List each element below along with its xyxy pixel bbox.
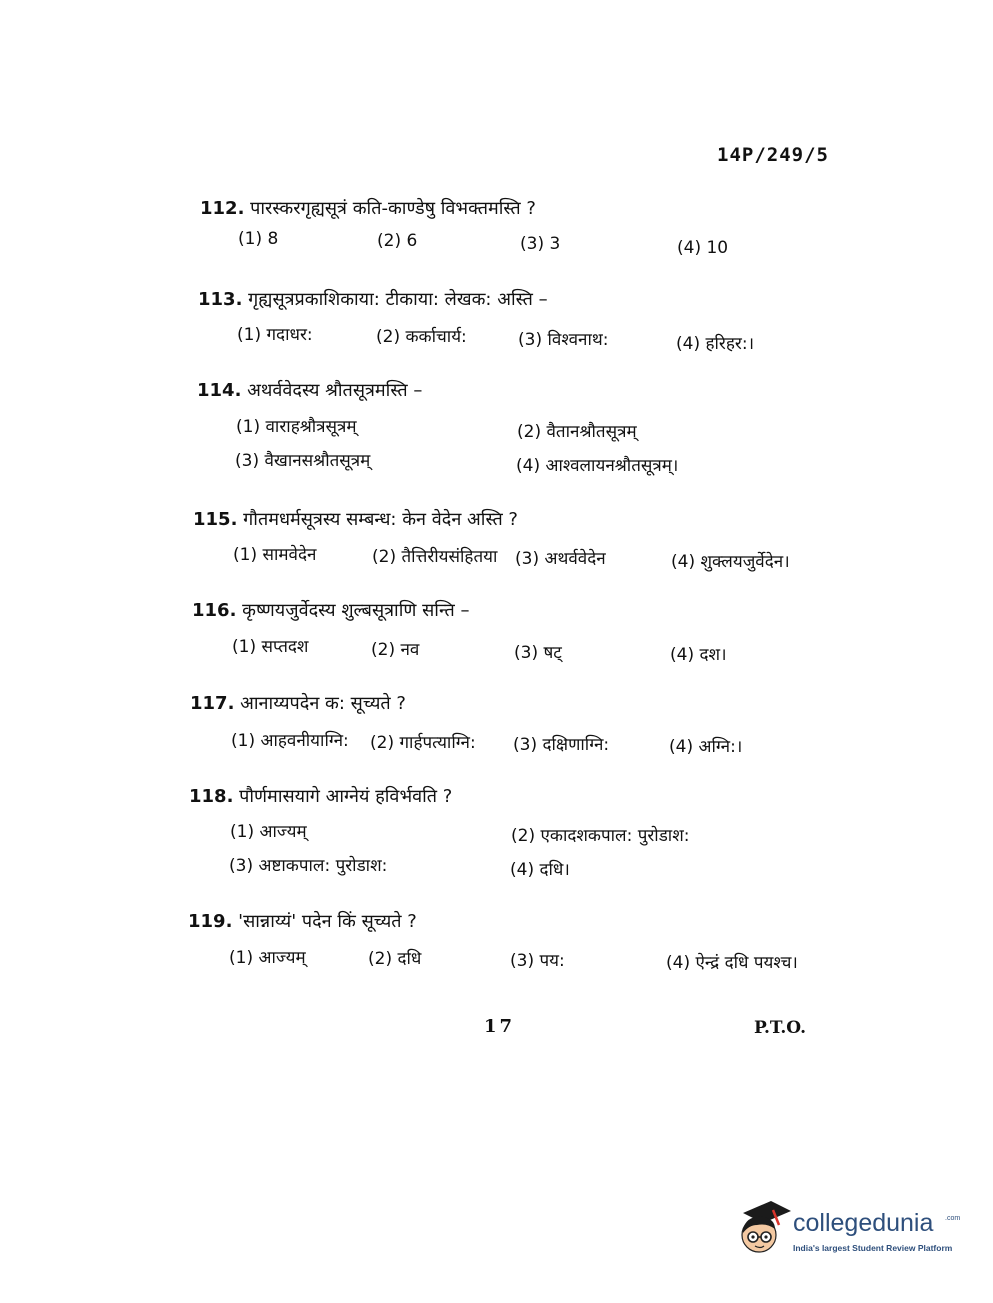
- question-text: कृष्णयजुर्वेदस्य शुल्बसूत्राणि सन्ति –: [242, 600, 470, 621]
- option-3: (3) अष्टाकपाल: पुरोडाश:: [229, 856, 388, 876]
- question-number: 112.: [200, 198, 245, 219]
- option-3: (3) वैखानसश्रौतसूत्रम्: [235, 451, 371, 471]
- student-mascot-icon: [733, 1195, 793, 1265]
- question-text: गौतमधर्मसूत्रस्य सम्बन्ध: केन वेदेन अस्ति ?: [243, 509, 518, 530]
- option-4: (4) हरिहर:।: [676, 334, 755, 354]
- option-1: (1) गदाधर:: [237, 325, 313, 345]
- question-number: 118.: [189, 786, 234, 807]
- option-2: (2) गार्हपत्याग्नि:: [370, 733, 476, 753]
- option-1: (1) सप्तदश: [232, 637, 309, 657]
- option-3: (3) षट्: [514, 643, 562, 663]
- option-4: (4) दश।: [670, 645, 727, 665]
- question-number: 113.: [198, 289, 243, 310]
- option-1: (1) 8: [238, 229, 279, 249]
- question-number: 114.: [197, 380, 242, 401]
- question-text: आनाय्यपदेन क: सूच्यते ?: [240, 693, 406, 714]
- paper-code: 14P/249/5: [717, 144, 829, 166]
- question-text: गृह्यसूत्रप्रकाशिकाया: टीकाया: लेखक: अस्ति –: [248, 289, 548, 310]
- option-1: (1) सामवेदेन: [233, 545, 317, 565]
- option-1: (1) आहवनीयाग्नि:: [231, 731, 349, 751]
- question-text: अथर्ववेदस्य श्रौतसूत्रमस्ति –: [247, 380, 423, 401]
- question-number: 116.: [192, 600, 237, 621]
- collegedunia-logo: [733, 1195, 963, 1265]
- question-number: 119.: [188, 911, 233, 932]
- option-4: (4) अग्नि:।: [669, 737, 743, 757]
- option-2: (2) नव: [371, 640, 420, 660]
- option-2: (2) कर्काचार्य:: [376, 327, 467, 347]
- option-2: (2) दधि: [368, 949, 422, 969]
- option-4: (4) ऐन्द्रं दधि पयश्च।: [666, 953, 798, 973]
- option-3: (3) विश्वनाथ:: [518, 330, 609, 350]
- option-3: (3) 3: [520, 234, 561, 254]
- logo-wordmark: collegedunia: [793, 1209, 934, 1237]
- option-3: (3) पय:: [510, 951, 565, 971]
- option-2: (2) एकादशकपाल: पुरोडाश:: [511, 826, 690, 846]
- logo-dotcom: .com: [945, 1215, 961, 1222]
- option-4: (4) 10: [677, 238, 729, 258]
- question-text: पारस्करगृह्यसूत्रं कति-काण्डेषु विभक्तमस्ति ?: [250, 198, 536, 219]
- option-1: (1) आज्यम्: [229, 948, 306, 968]
- question-number: 115.: [193, 509, 238, 530]
- question-text: पौर्णमासयागे आग्नेयं हविर्भवति ?: [239, 786, 453, 807]
- option-1: (1) वाराहश्रौत्रसूत्रम्: [236, 417, 357, 437]
- option-2: (2) वैतानश्रौतसूत्रम्: [517, 422, 637, 442]
- option-2: (2) तैत्तिरीयसंहितया: [372, 547, 498, 567]
- option-2: (2) 6: [377, 231, 418, 251]
- page-number: 17: [484, 1016, 516, 1037]
- logo-tagline: India's largest Student Review Platform: [793, 1243, 953, 1253]
- question-text: 'सान्नाय्यं' पदेन किं सूच्यते ?: [238, 911, 417, 932]
- option-4: (4) आश्वलायनश्रौतसूत्रम्।: [516, 456, 679, 476]
- option-1: (1) आज्यम्: [230, 822, 307, 842]
- option-4: (4) दधि।: [510, 860, 570, 880]
- question-number: 117.: [190, 693, 235, 714]
- option-4: (4) शुक्लयजुर्वेदेन।: [671, 552, 790, 572]
- option-3: (3) अथर्ववेदेन: [515, 549, 606, 569]
- option-3: (3) दक्षिणाग्नि:: [513, 735, 610, 755]
- pto-label: P.T.O.: [754, 1018, 806, 1038]
